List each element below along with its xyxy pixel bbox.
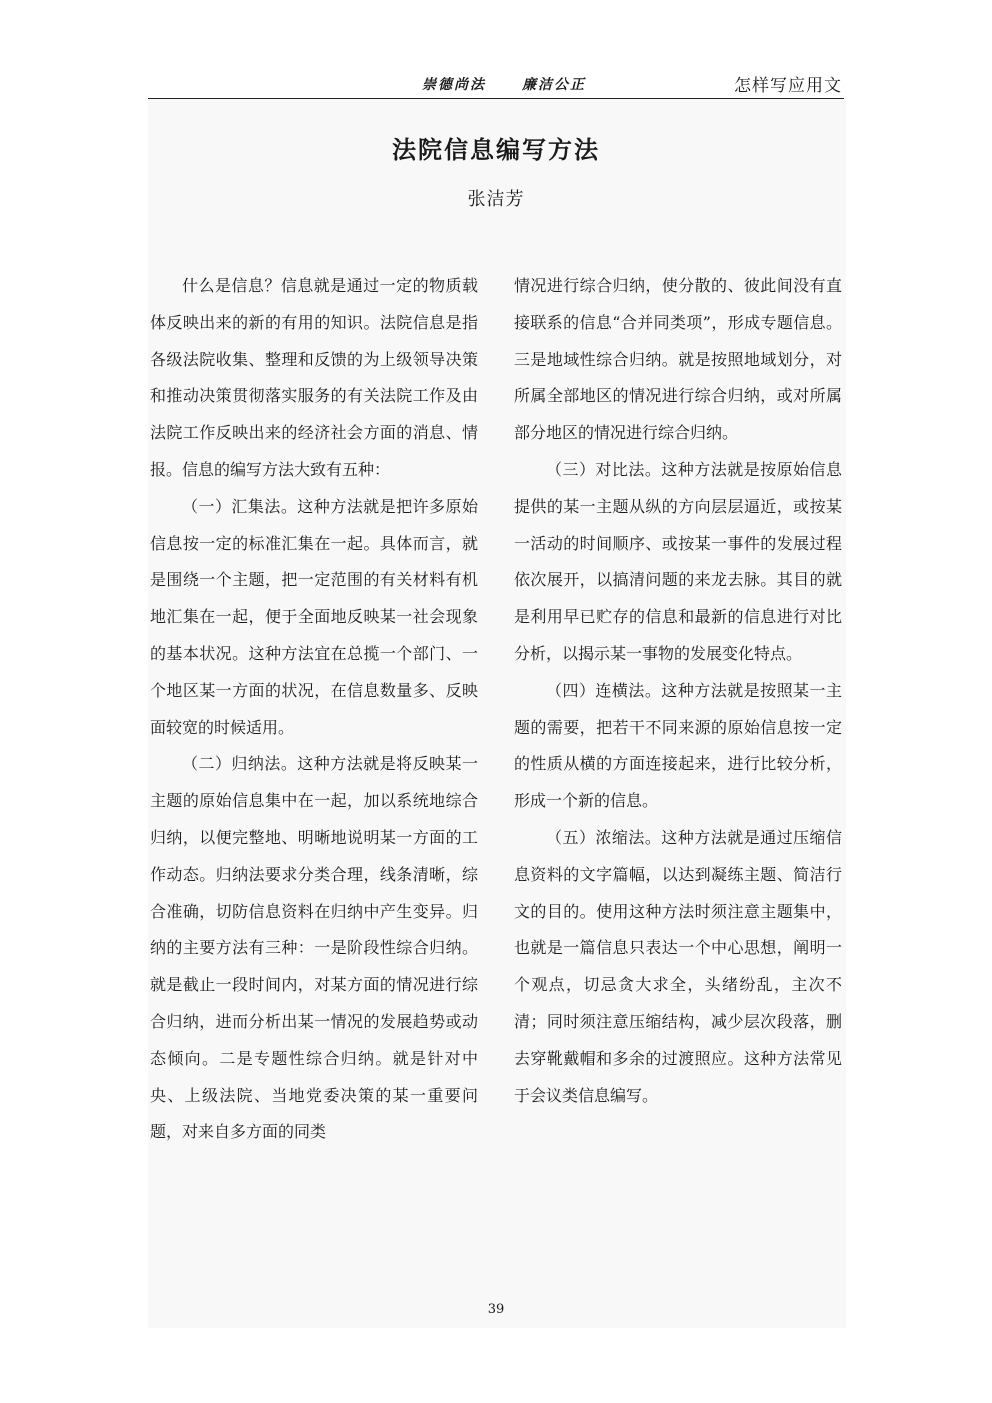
header-slogan-right: 廉洁公正 [522,77,586,93]
header-slogan [422,74,586,94]
paragraph-method-3: （三）对比法。这种方法就是按原始信息提供的某一主题从纵的方向层层逼近，或按某一活动的时间顺序、或按某一事件的发展过程依次展开，以搞清问题的来龙去脉。其目的就是利用早已贮存的信息和最新的信息进行对比分析，以揭示某一事物的发展变化特点。 [514,459,842,663]
running-header [148,70,844,98]
paragraph-method-5: （五）浓缩法。这种方法就是通过压缩信息资料的文字篇幅，以达到凝练主题、简洁行文的目的。使用这种方法时须注意主题集中，也就是一篇信息只表达一个中心思想，阐明一个观点，切忌贪大求全，头绪纷乱，主次不清；同时须注意压缩结构，减少层次段落，删去穿靴戴帽和多余的过渡照应。这种方法常见于会议类信息编写。 [514,827,842,1105]
page-number: 39 [487,1302,505,1317]
header-section-title: 怎样写应用文 [734,76,842,96]
paragraph-intro: 什么是信息？信息就是通过一定的物质载体反映出来的新的有用的知识。法院信息是指各级法院收集、整理和反馈的为上级领导决策和推动决策贯彻落实服务的有关法院工作及由法院工作反映出来的经济社会方面的消息、情报。信息的编写方法大致有五种： [150,276,478,479]
paragraph-method-4: （四）连横法。这种方法就是按照某一主题的需要，把若干不同来源的原始信息按一定的性质从横的方面连接起来，进行比较分析，形成一个新的信息。 [514,680,842,811]
right-column [514,268,842,1114]
paragraph-method-1: （一）汇集法。这种方法就是把许多原始信息按一定的标准汇集在一起。具体而言，就是围绕一个主题，把一定范围的有关材料有机地汇集在一起，便于全面地反映某一社会现象的基本状况。这种方法宜在总揽一个部门、一个地区某一方面的状况，在信息数量多、反映面较宽的时候适用。 [150,496,478,737]
paragraph-method-2-continued: 情况进行综合归纳，使分散的、彼此间没有直接联系的信息“合并同类项”，形成专题信息。三是地域性综合归纳。就是按照地域划分，对所属全部地区的情况进行综合归纳，或对所属部分地区的情况进行综合归纳。 [514,276,842,443]
paragraph-method-2: （二）归纳法。这种方法就是将反映某一主题的原始信息集中在一起，加以系统地综合归纳，以便完整地、明晰地说明某一方面的工作动态。归纳法要求分类合理，线条清晰，综合准确，切防信息资料在归纳中产生变异。归纳的主要方法有三种：一是阶段性综合归纳。就是截止一段时间内，对某方面的情况进行综合归纳，进而分析出某一情况的发展趋势或动态倾向。二是专题性综合归纳。就是针对中央、上级法院、当地党委决策的某一重要问题，对来自多方面的同类 [150,754,478,1142]
header-divider [148,98,844,99]
article-title: 法院信息编写方法 [392,135,600,164]
article-author: 张洁芳 [467,189,525,210]
header-slogan-left: 崇德尚法 [422,77,486,93]
left-column [150,268,478,1151]
